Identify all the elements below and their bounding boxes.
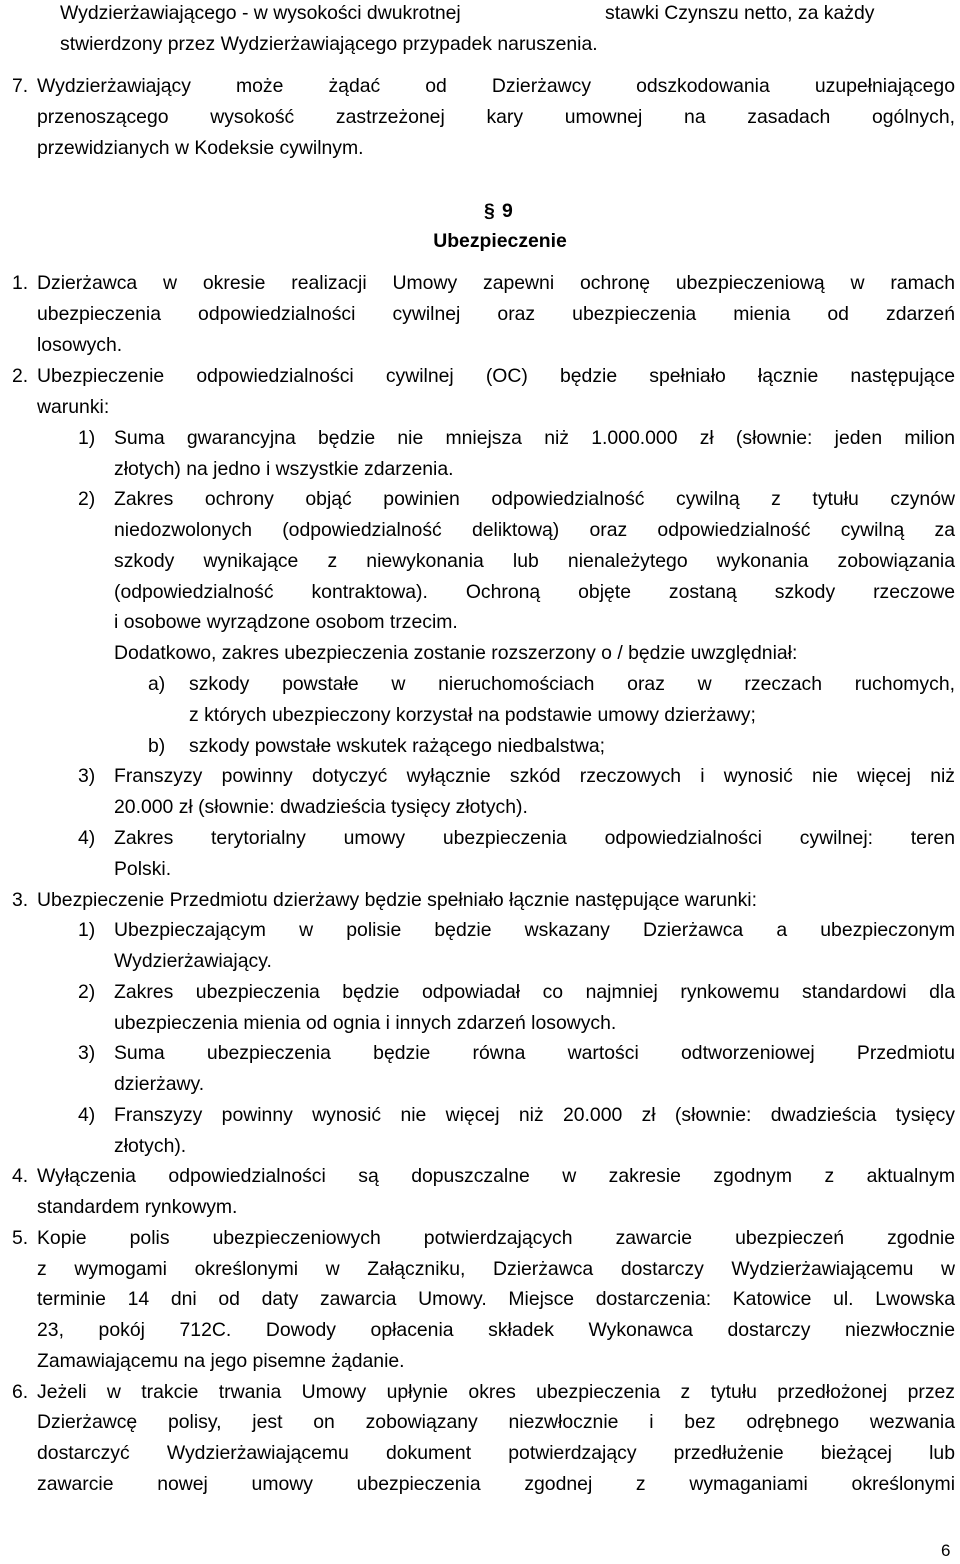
clause-2-line-2: warunki: bbox=[37, 396, 110, 418]
clause-2-item-1-line-1: Suma gwarancyjna będzie nie mniejsza niż 1.000.000 zł (słownie: jeden milion bbox=[114, 427, 955, 449]
clause-6-number: 6. bbox=[12, 1381, 29, 1403]
point-7-number: 7. bbox=[12, 75, 29, 97]
clause-5-number: 5. bbox=[12, 1227, 29, 1249]
page-number: 6 bbox=[941, 1541, 951, 1560]
clause-2-line-1: Ubezpieczenie odpowiedzialności cywilnej (OC) będzie spełniało łącznie następujące bbox=[37, 365, 955, 387]
clause-2-item-2-number: 2) bbox=[78, 488, 96, 510]
clause-6-line-1: Jeżeli w trakcie trwania Umowy upłynie okres ubezpieczenia z tytułu przedłożonej przez bbox=[37, 1381, 955, 1403]
clause-1-line-2: ubezpieczenia odpowiedzialności cywilnej oraz ubezpieczenia mienia od zdarzeń bbox=[37, 303, 955, 325]
clause-2-subitem-b-line-1: szkody powstałe wskutek rażącego niedbalstwa; bbox=[189, 735, 606, 757]
point-7-line-3: przewidzianych w Kodeksie cywilnym. bbox=[37, 137, 364, 159]
clause-2-subitem-a-line-1: szkody powstałe w nieruchomościach oraz w rzeczach ruchomych, bbox=[189, 673, 955, 695]
intro-line-2: stwierdzony przez Wydzierżawiającego przypadek naruszenia. bbox=[60, 33, 598, 55]
clause-2-item-2-line-4: (odpowiedzialność kontraktowa). Ochroną objęte zostaną szkody rzeczowe bbox=[114, 581, 955, 603]
clause-3-item-3-line-2: dzierżawy. bbox=[114, 1073, 205, 1095]
clause-2-item-2-line-3: szkody wynikające z niewykonania lub nienależytego wykonania zobowiązania bbox=[114, 550, 955, 572]
clause-5-line-5: Zamawiającemu na jego pisemne żądanie. bbox=[37, 1350, 405, 1372]
clause-2-item-2-line-6: Dodatkowo, zakres ubezpieczenia zostanie rozszerzony o / będzie uwzględniał: bbox=[114, 642, 798, 664]
clause-3-item-4-line-2: złotych). bbox=[114, 1135, 187, 1157]
clause-3-item-2-line-2: ubezpieczenia mienia od ognia i innych zdarzeń losowych. bbox=[114, 1012, 617, 1034]
clause-2-item-2-line-1: Zakres ochrony objąć powinien odpowiedzialność cywilną z tytułu czynów bbox=[114, 488, 955, 510]
clause-2-item-2-line-5: i osobowe wyrządzone osobom trzecim. bbox=[114, 611, 458, 633]
clause-2-subitem-b-number: b) bbox=[148, 735, 166, 757]
clause-3-item-2-number: 2) bbox=[78, 981, 96, 1003]
clause-2-item-3-number: 3) bbox=[78, 765, 96, 787]
section-number: 9 bbox=[502, 200, 513, 222]
clause-2-item-4-number: 4) bbox=[78, 827, 96, 849]
intro-line-1b: stawki Czynszu netto, za każdy bbox=[605, 2, 875, 24]
clause-3-number: 3. bbox=[12, 889, 29, 911]
clause-2-item-3-line-1: Franszyzy powinny dotyczyć wyłącznie szkód rzeczowych i wynosić nie więcej niż bbox=[114, 765, 955, 787]
clause-2-item-4-line-1: Zakres terytorialny umowy ubezpieczenia odpowiedzialności cywilnej: teren bbox=[114, 827, 955, 849]
clause-3-item-1-line-2: Wydzierżawiający. bbox=[114, 950, 272, 972]
clause-5-line-3: terminie 14 dni od daty zawarcia Umowy. Miejsce dostarczenia: Katowice ul. Lwowska bbox=[37, 1288, 955, 1310]
clause-6-line-3: dostarczyć Wydzierżawiającemu dokument potwierdzający przedłużenie bieżącej lub bbox=[37, 1442, 955, 1464]
intro-line-1a: Wydzierżawiającego - w wysokości dwukrotnej bbox=[60, 2, 461, 24]
point-7-line-2: przenoszącego wysokość zastrzeżonej kary umownej na zasadach ogólnych, bbox=[37, 106, 955, 128]
clause-3-item-2-line-1: Zakres ubezpieczenia będzie odpowiadał co najmniej rynkowemu standardowi dla bbox=[114, 981, 955, 1003]
clause-3-item-3-line-1: Suma ubezpieczenia będzie równa wartości odtworzeniowej Przedmiotu bbox=[114, 1042, 955, 1064]
clause-2-item-1-line-2: złotych) na jedno i wszystkie zdarzenia. bbox=[114, 458, 454, 480]
section-title: Ubezpieczenie bbox=[433, 230, 567, 252]
clause-6-line-4: zawarcie nowej umowy ubezpieczenia zgodnej z wymaganiami określonymi bbox=[37, 1473, 955, 1495]
clause-3-item-1-number: 1) bbox=[78, 919, 96, 941]
clause-2-item-3-line-2: 20.000 zł (słownie: dwadzieścia tysięcy złotych). bbox=[114, 796, 528, 818]
section-symbol: § bbox=[484, 200, 495, 222]
point-7-line-1: Wydzierżawiający może żądać od Dzierżawcy odszkodowania uzupełniającego bbox=[37, 75, 955, 97]
clause-3-item-4-number: 4) bbox=[78, 1104, 96, 1126]
clause-3-item-3-number: 3) bbox=[78, 1042, 96, 1064]
clause-5-line-1: Kopie polis ubezpieczeniowych potwierdzających zawarcie ubezpieczeń zgodnie bbox=[37, 1227, 955, 1249]
clause-3-item-4-line-1: Franszyzy powinny wynosić nie więcej niż 20.000 zł (słownie: dwadzieścia tysięcy bbox=[114, 1104, 955, 1126]
clause-4-line-1: Wyłączenia odpowiedzialności są dopuszczalne w zakresie zgodnym z aktualnym bbox=[37, 1165, 955, 1187]
clause-1-line-3: losowych. bbox=[37, 334, 123, 356]
clause-2-number: 2. bbox=[12, 365, 29, 387]
clause-4-line-2: standardem rynkowym. bbox=[37, 1196, 238, 1218]
clause-6-line-2: Dzierżawcę polisy, jest on zobowiązany niezwłocznie i bez odrębnego wezwania bbox=[37, 1411, 955, 1433]
clause-2-subitem-a-line-2: z których ubezpieczony korzystał na podstawie umowy dzierżawy; bbox=[189, 704, 756, 726]
clause-5-line-2: z wymogami określonymi w Załączniku, Dzierżawca dostarczy Wydzierżawiającemu w bbox=[37, 1258, 955, 1280]
clause-2-item-4-line-2: Polski. bbox=[114, 858, 172, 880]
clause-2-item-2-line-2: niedozwolonych (odpowiedzialność deliktową) oraz odpowiedzialność cywilną za bbox=[114, 519, 955, 541]
clause-2-item-1-number: 1) bbox=[78, 427, 96, 449]
clause-1-line-1: Dzierżawca w okresie realizacji Umowy zapewni ochronę ubezpieczeniową w ramach bbox=[37, 272, 955, 294]
clause-3-item-1-line-1: Ubezpieczającym w polisie będzie wskazany Dzierżawca a ubezpieczonym bbox=[114, 919, 955, 941]
clause-2-subitem-a-number: a) bbox=[148, 673, 166, 695]
clause-5-line-4: 23, pokój 712C. Dowody opłacenia składek Wykonawca dostarczy niezwłocznie bbox=[37, 1319, 955, 1341]
clause-1-number: 1. bbox=[12, 272, 29, 294]
clause-4-number: 4. bbox=[12, 1165, 29, 1187]
clause-3-line-1: Ubezpieczenie Przedmiotu dzierżawy będzie spełniało łącznie następujące warunki: bbox=[37, 889, 758, 911]
